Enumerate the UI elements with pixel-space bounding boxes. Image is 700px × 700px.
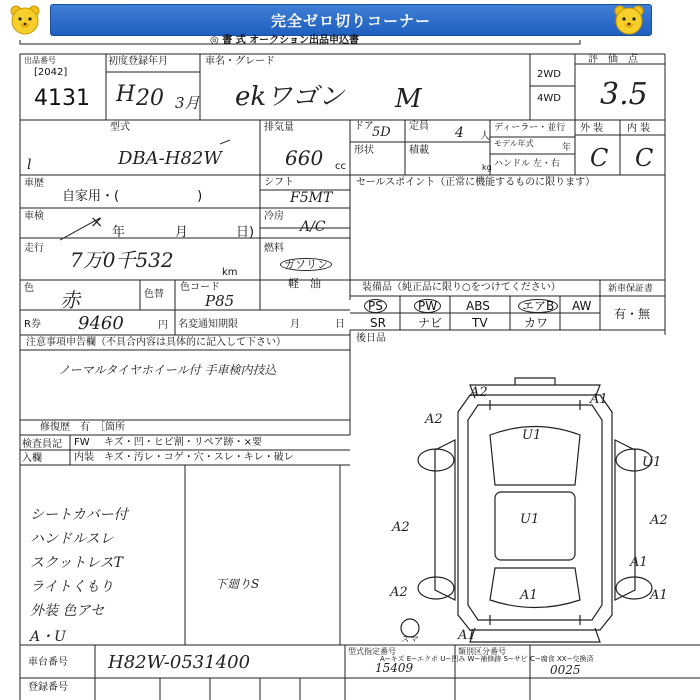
ac-label: 冷房: [264, 211, 284, 222]
check-right-note: 下廻りS: [215, 577, 260, 591]
equip-sr: SR: [370, 316, 386, 330]
equip-pw: PW: [414, 299, 441, 313]
warranty-label: 新車保証書: [608, 284, 654, 294]
damage-mark: A2: [470, 385, 488, 400]
damage-mark: U1: [642, 455, 662, 470]
door-label: ドア: [354, 121, 374, 132]
equip-leather: カワ: [524, 316, 549, 330]
auction-sheet: [0, 35, 700, 700]
damage-mark: A1: [630, 555, 648, 570]
damage-legend: A−キズ E−エクボ U−凹み W−補修跡 S−サビ C−腐食 XX−交換済: [380, 655, 594, 663]
grade-value: M: [395, 84, 422, 114]
mileage-label: 走行: [24, 243, 44, 254]
load-unit: kg: [482, 163, 492, 172]
check-line-4: ライトくもり: [30, 579, 114, 595]
damage-mark: A2: [650, 513, 668, 528]
repair-label: 修復歴 有 ［箇所: [40, 422, 125, 433]
disp-value: 660: [285, 146, 324, 170]
category-label: 類別区分番号: [458, 647, 506, 656]
inspect-month: 月: [175, 225, 189, 240]
damage-mark: U1: [522, 428, 542, 443]
int-label: 内 装: [627, 123, 651, 134]
equip-airbag: エアB: [518, 299, 558, 313]
ext-value: C: [590, 144, 609, 172]
mileage-value: 7万0千532: [70, 248, 174, 272]
equip-ps: PS: [364, 299, 387, 313]
cap-label: 定員: [409, 121, 429, 132]
drive-4wd: 4WD: [537, 93, 561, 104]
inspect-day: 日): [236, 225, 255, 240]
color-code-label: 色コード: [180, 282, 220, 293]
model-year-unit: 年: [562, 143, 572, 153]
fuel-diesel: 軽 油: [288, 277, 321, 290]
first-reg-month: 3月: [175, 94, 200, 112]
banner: [0, 0, 700, 40]
damage-mark: A1: [520, 588, 538, 603]
cap-unit: 人: [480, 131, 490, 142]
model-label: 型式: [110, 122, 130, 133]
name-change-label: 名変通知期限: [178, 319, 238, 330]
equip-aw: AW: [572, 299, 592, 313]
inspect-value: ×: [90, 212, 104, 231]
recycle-value: 9460: [78, 313, 124, 334]
check-line-2: ハンドルスレ: [30, 531, 114, 547]
ext-label: 外 装: [580, 123, 604, 134]
check-row1: キズ・凹・ヒビ割・リペア跡・×要: [104, 437, 262, 448]
model-year-label: モデル年式: [494, 139, 534, 148]
damage-mark: A2: [390, 585, 408, 600]
drive-2wd: 2WD: [537, 69, 561, 80]
damage-mark: A2: [425, 412, 443, 427]
name-label: 車名・グレード: [205, 56, 275, 67]
first-reg-year: 20: [136, 86, 164, 111]
mileage-unit: km: [222, 267, 238, 278]
category-value: 0025: [550, 663, 581, 677]
check-label: 検査員記入欄: [22, 439, 62, 464]
check-line-6: A・U: [30, 629, 66, 645]
score-value: 3.5: [600, 77, 648, 112]
disp-label: 排気量: [264, 122, 294, 133]
color-swatch-label: 色替: [144, 289, 164, 300]
load-label: 積載: [409, 145, 429, 156]
mascot-left-icon: [8, 4, 42, 36]
fuel-gas: ガソリン: [280, 258, 332, 271]
lot-label: 出品番号: [24, 56, 56, 65]
equip-abs: ABS: [466, 299, 490, 313]
warranty-value: 有・無: [614, 307, 651, 321]
type-designation-label: 型式指定番号: [348, 647, 396, 656]
notes-value: ノーマルタイヤホイール付 手車検内技込: [58, 363, 277, 377]
dealer-label: ディーラー・並行: [494, 123, 566, 133]
check-line-5: 外装 色アセ: [30, 603, 105, 619]
shift-label: シフト: [264, 177, 294, 188]
eval-label: 評 価 点: [588, 54, 638, 65]
type-designation-value: 15409: [375, 661, 414, 675]
lot-number: 4131: [34, 86, 90, 111]
notes-label: 注意事項申告欄（不具合内容は具体的に記入して下さい）: [26, 337, 286, 348]
model-value: DBA-H82W: [118, 148, 222, 169]
name-change-month: 月: [290, 319, 300, 330]
recycle-unit: 円: [158, 320, 168, 331]
use-value: 自家用・( ): [62, 189, 203, 204]
color-value: 赤: [60, 288, 80, 312]
color-code-value: P85: [205, 292, 235, 310]
equip-navi: ナビ: [418, 316, 443, 330]
handle-label: ハンドル 左・右: [494, 159, 560, 169]
check-row2: キズ・汚レ・コゲ・穴・スレ・キレ・破レ: [104, 452, 294, 463]
name-change-day: 日: [335, 319, 345, 330]
damage-mark: A1: [590, 392, 608, 407]
check-line-3: スクットレスT: [30, 555, 123, 571]
damage-mark: A1: [650, 588, 668, 603]
shape-label: 形状: [354, 145, 374, 156]
damage-mark: スマ: [400, 635, 418, 645]
damage-mark: A2: [392, 520, 410, 535]
ac-value: A/C: [300, 219, 326, 235]
recycle-label: R券: [24, 319, 41, 330]
check-row2-head: 内装: [74, 452, 94, 463]
damage-mark: U1: [520, 512, 540, 527]
check-line-1: シートカバー付: [30, 507, 128, 523]
damage-mark: A1: [458, 628, 476, 643]
fuel-label: 燃料: [264, 243, 284, 254]
after-label: 後日品: [356, 333, 386, 344]
registration-label: 登録番号: [28, 682, 68, 693]
mascot-right-icon: [612, 4, 646, 36]
inspect-year: 年: [112, 225, 126, 240]
disp-unit: cc: [335, 161, 346, 172]
check-row1-head: FW: [74, 437, 90, 448]
use-label: 車歴: [24, 178, 44, 189]
door-value: 5D: [372, 125, 391, 140]
chassis-value: H82W-0531400: [108, 652, 251, 673]
first-reg-era: H: [116, 82, 136, 107]
shift-value: F5MT: [290, 190, 333, 206]
inspect-label: 車検: [24, 211, 44, 222]
int-value: C: [635, 144, 654, 172]
chassis-label: 車台番号: [28, 657, 68, 668]
equip-tv: TV: [472, 316, 488, 330]
banner-title: 完全ゼロ切りコーナー: [50, 4, 652, 36]
name-value: ekワゴン: [235, 82, 345, 112]
cap-value: 4: [455, 125, 464, 141]
left-mark: l: [27, 157, 32, 173]
equip-label: 装備品（純正品に限り○をつけてください）: [362, 282, 561, 293]
sales-point-label: セールスポイント（正常に機能するものに限ります）: [356, 177, 596, 188]
lot-small: [2042]: [34, 67, 68, 78]
first-reg-label: 初度登録年月: [108, 56, 168, 67]
color-label: 色: [24, 283, 34, 294]
header-strip: ◎ 書 式 オークション出品申込書: [210, 35, 359, 46]
